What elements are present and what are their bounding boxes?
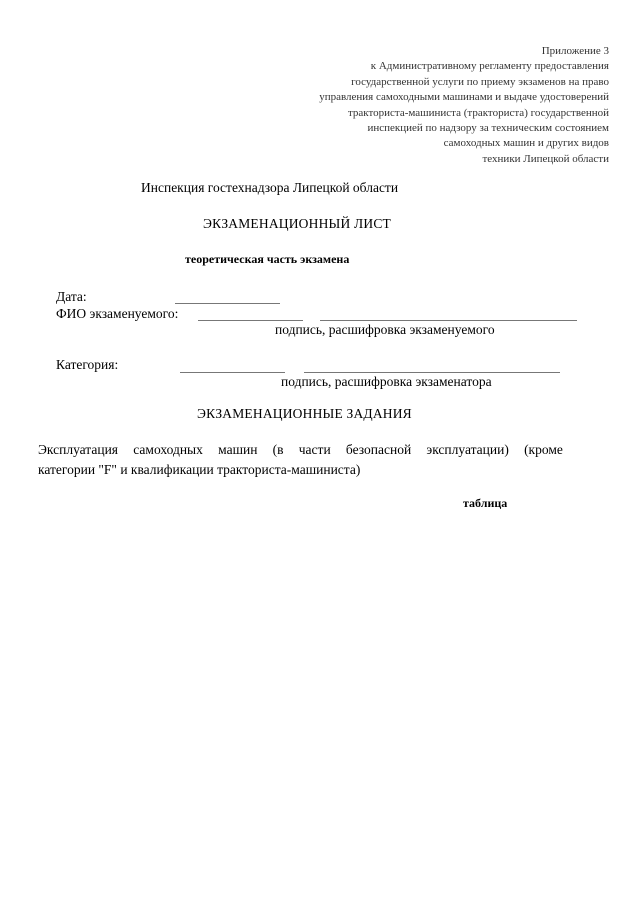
category-line[interactable]: [180, 372, 285, 373]
examiner-signature-line[interactable]: [304, 372, 560, 373]
date-line[interactable]: [175, 303, 280, 304]
task-line-1: [38, 440, 563, 460]
appendix-line: инспекцией по надзору за техническим состоянием: [367, 122, 609, 135]
appendix-note: [229, 44, 609, 167]
examinee-caption: подпись, расшифровка экзаменуемого: [275, 322, 495, 337]
inspection-name: Инспекция гостехнадзора Липецкой области: [141, 180, 399, 195]
appendix-line: самоходных машин и других видов: [443, 137, 609, 150]
appendix-line: управления самоходными машинами и выдаче удостоверений: [319, 91, 609, 104]
task-word: эксплуатации): [426, 442, 509, 457]
examiner-caption: подпись, расшифровка экзаменатора: [281, 374, 492, 389]
document-subtitle: теоретическая часть экзамена: [185, 252, 350, 266]
tasks-title: ЭКЗАМЕНАЦИОННЫЕ ЗАДАНИЯ: [197, 406, 412, 421]
examinee-signature-line[interactable]: [320, 320, 577, 321]
task-line-2: категории "F" и квалификации тракториста-машиниста): [38, 462, 361, 477]
appendix-line: тракториста-машиниста (тракториста) государственной: [347, 106, 609, 119]
appendix-line: к Административному регламенту предоставления: [370, 60, 609, 73]
category-label: Категория:: [56, 357, 119, 372]
examinee-label: ФИО экзаменуемого:: [56, 306, 179, 321]
document-title: ЭКЗАМЕНАЦИОННЫЙ ЛИСТ: [203, 216, 391, 231]
table-label: таблица: [463, 496, 508, 510]
task-description: [38, 440, 563, 480]
task-word: (кроме: [524, 442, 563, 457]
task-word: (в: [272, 442, 284, 457]
task-word: части: [298, 442, 331, 457]
examinee-name-line[interactable]: [198, 320, 303, 321]
task-word: машин: [218, 442, 258, 457]
appendix-line: техники Липецкой области: [482, 152, 609, 165]
appendix-line: Приложение 3: [541, 45, 609, 57]
task-word: безопасной: [345, 442, 412, 457]
task-word: Эксплуатация: [38, 442, 119, 457]
task-word: самоходных: [133, 442, 203, 457]
appendix-line: государственной услуги по приему экзаменов на право: [351, 75, 609, 88]
date-label: Дата:: [56, 289, 87, 304]
